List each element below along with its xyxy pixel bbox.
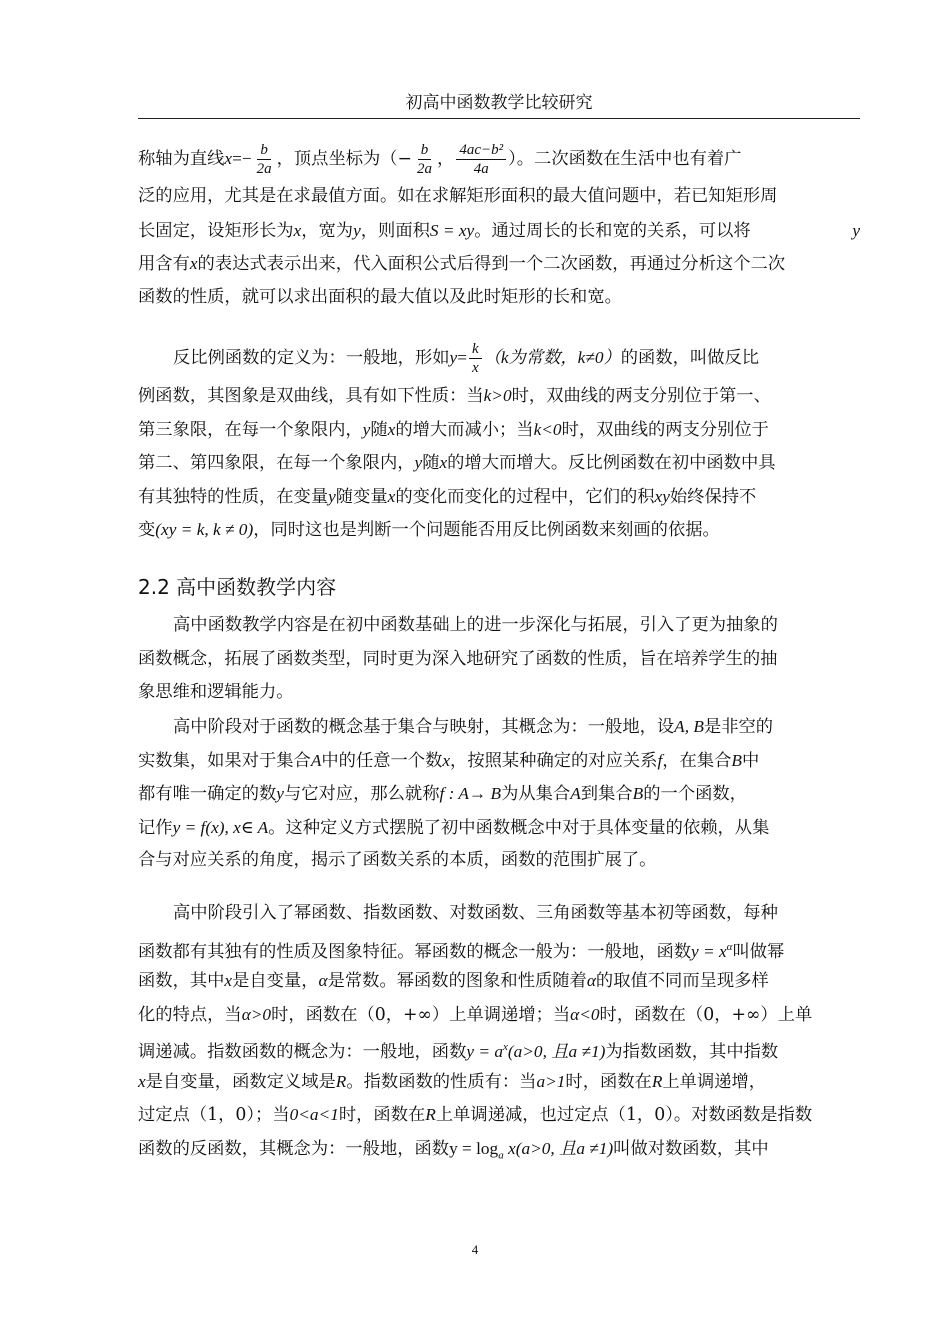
denominator: 4a (473, 161, 489, 177)
numerator: k (469, 340, 482, 359)
math-var: y (852, 220, 860, 240)
text: 的增大而减小；当 (395, 419, 534, 440)
text: 化的特点，当 (138, 1004, 242, 1025)
page-number: 4 (471, 1242, 479, 1257)
text-line: 函数概念，拓展了函数类型，同时更为深入地研究了函数的性质，旨在培养学生的抽 (138, 648, 778, 669)
math-exponent: α (726, 940, 733, 953)
numerator: b (257, 141, 271, 160)
text: 函数，其中 (138, 971, 225, 991)
math-var: x (224, 971, 233, 990)
math-expr: y = a (466, 1041, 503, 1061)
paragraph-inverse-proportion (138, 337, 860, 547)
math-expr: xy (654, 486, 670, 506)
text: ）。二次函数在生活中也有着广 (508, 149, 742, 169)
paragraph-elementary-functions (138, 897, 860, 1165)
text: 叫做幂 (732, 941, 785, 962)
text-line (138, 710, 860, 744)
text-line (138, 138, 860, 180)
text: 时，函数在（0，+∞）上单调递增；当 (271, 1004, 571, 1025)
text: 的表达式表示出来，代入面积公式后得到一个二次函数，再通过分析这个二次 (197, 254, 786, 274)
text: ，同时这也是判断一个问题能否用反比例函数来刻画的依据。 (253, 520, 720, 540)
text: ，按照某种确定的对应关系 (450, 750, 658, 771)
math-var: x (293, 220, 302, 240)
math-expr: f : A→ B (439, 784, 502, 803)
text-line (138, 446, 860, 480)
math-expr: 0<a<1 (289, 1105, 339, 1124)
text-line (138, 777, 860, 811)
denominator: x (471, 360, 479, 376)
fraction (254, 141, 275, 178)
math-var: x (224, 149, 233, 168)
text: 。这种定义方式摆脱了初中函数概念中对于具体变量的依赖，从集 (268, 817, 770, 838)
text: 叫做对数函数，其中 (613, 1138, 769, 1159)
math-var: y (276, 784, 284, 803)
math-var: y (414, 453, 423, 472)
math-var: x (189, 254, 198, 273)
math-op: = (457, 348, 467, 367)
math-var: R (335, 1071, 347, 1091)
text: 第三象限，在每一个象限内， (138, 419, 363, 440)
text-line (138, 998, 860, 1032)
math-var: y (353, 220, 361, 240)
math-op: =− (232, 149, 252, 168)
text: 时，函数在（0，+∞）上单 (599, 1004, 813, 1025)
math-exponent: x (502, 1041, 508, 1053)
math-var: x (138, 1071, 146, 1091)
text-line (138, 811, 860, 845)
math-var: y (449, 348, 458, 367)
text: 函数都有其独有的性质及图象特征。幂函数的概念一般为：一般地，函数 (138, 941, 692, 962)
text: 高中阶段对于函数的概念基于集合与映射，其概念为：一般地，设 (173, 717, 675, 737)
paragraph-highschool-intro (138, 609, 860, 710)
math-expr: S = xy (429, 220, 475, 240)
math-expr: α>0 (241, 1004, 272, 1024)
text: 的取值不同而呈现多样 (595, 971, 769, 991)
text: 用含有 (138, 254, 190, 274)
text: 时，函数在 (565, 1071, 652, 1092)
text: ，则面积 (360, 220, 430, 241)
numerator: 4ac−b² (456, 141, 506, 160)
math-var: R (651, 1071, 663, 1091)
text-line (138, 413, 860, 447)
header-rule (138, 118, 860, 119)
fraction (456, 141, 506, 178)
text: ，宽为 (301, 220, 354, 241)
text-line (138, 964, 860, 998)
text: ， (437, 149, 455, 169)
text: 时，函数在 (338, 1105, 426, 1125)
text: 中的任意一个数 (321, 750, 443, 771)
text: 第二、第四象限，在每一个象限内， (138, 453, 415, 473)
text-line (138, 1065, 860, 1099)
math-expr: y = x (691, 941, 727, 961)
math-var: x (387, 419, 396, 439)
math-var: f (657, 750, 663, 770)
running-header: 初高中函数教学比较研究 (405, 93, 593, 113)
text-line (138, 214, 860, 248)
math-var: x (387, 486, 396, 506)
math-expr: x(a>0, 且a ≠1) (503, 1138, 614, 1158)
text: 上单调递增， (662, 1071, 767, 1092)
text-line: 函数的性质，就可以求出面积的最大值以及此时矩形的长和宽。 (138, 286, 622, 307)
text: 调递减。指数函数的概念为：一般地，函数 (138, 1041, 467, 1062)
text: 始终保持不 (669, 486, 757, 507)
text: ，在集合 (662, 750, 732, 771)
math-expr: α<0 (570, 1004, 600, 1024)
text: 上单调递减，也过定点（1，0）。对数函数是指数 (435, 1105, 813, 1125)
text: 实数集，如果对于集合 (138, 750, 311, 771)
text: 。通过周长的长和宽的关系，可以将 (474, 220, 751, 241)
text: 的增大而增大。反比例函数在初中函数中具 (447, 453, 776, 473)
text-line (138, 1031, 860, 1065)
text-line: 高中函数教学内容是在初中函数基础上的进一步深化与拓展，引入了更为抽象的 (173, 615, 778, 635)
text: 函数的反函数，其概念为：一般地，函数 (138, 1138, 450, 1159)
text-line: 泛的应用，尤其是在求最值方面。如在求解矩形面积的最大值问题中，若已知矩形周 (138, 186, 778, 206)
text: 时，双曲线的两支分别位于第一、 (511, 386, 771, 406)
text: ，顶点坐标为（− (276, 149, 413, 169)
text: 过定点（1，0）；当 (138, 1105, 290, 1125)
text: 随变量 (335, 486, 388, 507)
math-var: A (310, 750, 322, 770)
text-line: 象思维和逻辑能力。 (138, 682, 294, 702)
math-expr: a>1 (536, 1071, 566, 1091)
math-var: x (442, 750, 451, 770)
text-line (138, 931, 860, 965)
text: 记作 (138, 817, 173, 838)
math-var: x (439, 453, 448, 472)
math-var: A (570, 784, 581, 803)
math-expr: k<0 (533, 419, 562, 439)
math-var: y (362, 419, 371, 439)
text: 的一个函数， (643, 784, 747, 804)
math-var: y (328, 486, 336, 506)
text: 为指数函数，其中指数 (605, 1041, 779, 1062)
denominator: 2a (256, 161, 272, 177)
math-var: R (425, 1105, 436, 1124)
text-line (138, 744, 860, 778)
math-expr: y = log (449, 1138, 499, 1158)
math-var: α (586, 971, 596, 990)
text-line (138, 480, 860, 514)
math-subscript: a (498, 1148, 504, 1161)
text: 有其独特的性质，在变量 (138, 486, 329, 507)
text: 的函数，叫做反比 (620, 348, 760, 368)
text: 是自变量，函数定义域是 (145, 1071, 336, 1092)
text: 是自变量， (232, 971, 319, 991)
text: 称轴为直线 (138, 149, 225, 169)
text: 中 (741, 750, 760, 771)
text-line (138, 513, 860, 547)
math-var: B (632, 784, 644, 803)
text: 是非空的 (703, 717, 774, 737)
text: 长固定，设矩形长为 (138, 220, 294, 241)
text: 到集合 (580, 784, 633, 804)
denominator: 2a (417, 161, 433, 177)
text: 都有唯一确定的数 (138, 784, 277, 804)
math-var: α (318, 971, 328, 990)
text-line (138, 379, 860, 413)
math-expr: A, B (674, 717, 704, 736)
text: 与它对应，那么就称 (283, 784, 440, 804)
fraction (469, 340, 482, 377)
text: 时，双曲线的两支分别位于 (561, 419, 769, 440)
fraction (414, 141, 435, 178)
text: 变 (138, 520, 156, 540)
text-line: 高中阶段引入了幂函数、指数函数、对数函数、三角函数等基本初等函数，每种 (173, 903, 778, 923)
math-var: B (731, 750, 742, 770)
math-expr: (xy = k, k ≠ 0) (155, 520, 254, 539)
math-expr: (a>0, 且a ≠1) (507, 1041, 606, 1061)
math-expr: （k为常数，k≠0） (483, 348, 621, 367)
numerator: b (418, 141, 432, 160)
text: 是常数。幂函数的图象和性质随着 (327, 971, 587, 991)
math-expr: y = f(x), x∈ A (172, 817, 269, 837)
text: 为从集合 (501, 784, 571, 804)
text: 反比例函数的定义为：一般地，形如 (173, 348, 450, 368)
math-expr: k>0 (483, 386, 512, 405)
text: 。指数函数的性质有：当 (346, 1071, 537, 1092)
text: 例函数，其图象是双曲线，具有如下性质：当 (138, 386, 484, 406)
section-heading: 2.2 高中函数教学内容 (138, 575, 337, 599)
text-line (138, 337, 860, 379)
text-line: 合与对应关系的角度，揭示了函数关系的本质，函数的范围扩展了。 (138, 850, 657, 870)
text: 的变化而变化的过程中，它们的积 (395, 486, 655, 507)
text-line (138, 1132, 860, 1166)
text-line (138, 1098, 860, 1132)
paragraph-quadratic (138, 138, 860, 314)
paragraph-function-concept (138, 710, 860, 878)
text: 随 (370, 419, 388, 440)
text-line (138, 247, 860, 281)
text: 随 (422, 453, 440, 473)
